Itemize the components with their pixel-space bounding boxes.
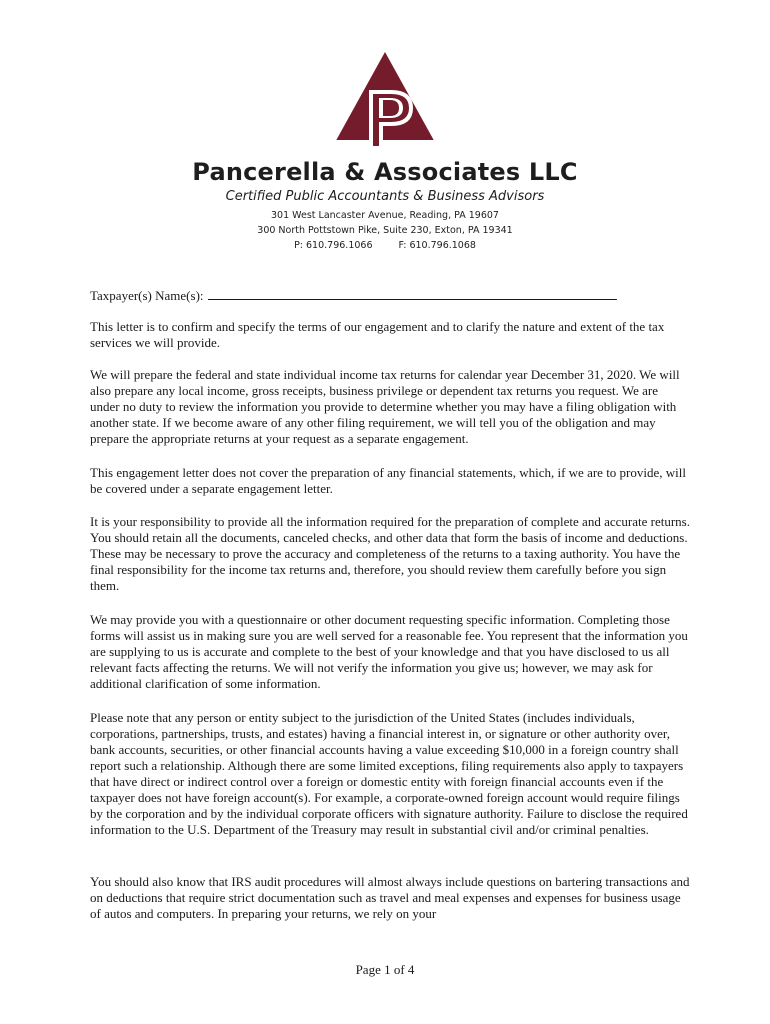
firm-name: Pancerella & Associates LLC [192, 158, 578, 186]
paragraph-returns-prepared: We will prepare the federal and state individual income tax returns for calendar year December 31, 2020. We will also prepare any local income, gross receipts, business privilege or dependent tax returns you request. We are under no duty to review the information you provide to determine whether you may have a filing obligation with another state. If we become aware of any other filing requirement, we will tell you of the obligation and may prepare the appropriate returns at your request as a separate engagement. [90, 367, 680, 446]
fax-number: F: 610.796.1068 [398, 240, 476, 251]
address-line-2: 300 North Pottstown Pike, Suite 230, Exton, PA 19341 [257, 225, 513, 236]
taxpayer-label: Taxpayer(s) Name(s): [90, 288, 204, 303]
paragraph-engagement-intro: This letter is to confirm and specify the terms of our engagement and to clarify the nature and extent of the tax services we will provide. [90, 319, 665, 350]
phone-number: P: 610.796.1066 [294, 240, 373, 251]
paragraph-financial-statements: This engagement letter does not cover the preparation of any financial statements, which, if we are to provide, will be covered under a separate engagement letter. [90, 465, 686, 496]
paragraph-irs-audit: You should also know that IRS audit procedures will almost always include questions on bartering transactions and on deductions that require strict documentation such as travel and meal expenses and expenses for business usage of autos and computers. In preparing your returns, we rely on your [90, 874, 690, 921]
firm-tagline: Certified Public Accountants & Business Advisors [225, 189, 545, 204]
triangle-p-logo-icon [333, 50, 437, 158]
address-line-1: 301 West Lancaster Avenue, Reading, PA 19607 [271, 210, 499, 221]
paragraph-questionnaire: We may provide you with a questionnaire or other document requesting specific information. Completing those forms will assist us in making sure you are well served for a reasonable fee. You represent that the information you are supplying to us is accurate and complete to the best of your knowledge and that you have disclosed to us all relevant facts affecting the returns. We will not verify the information you give us; however, we may ask for additional clarification of some information. [90, 612, 688, 691]
paragraph-client-responsibility: It is your responsibility to provide all the information required for the preparation of complete and accurate returns. You should retain all the documents, canceled checks, and other data that form the basis of income and deductions. These may be necessary to prove the accuracy and completeness of the returns to a taxing authority. You have the final responsibility for the income tax returns and, therefore, you should review them carefully before you sign them. [90, 514, 690, 593]
paragraph-foreign-accounts: Please note that any person or entity subject to the jurisdiction of the United States (includes individuals, corporations, partnerships, trusts, and estates) having a financial interest in, or signature or other authority over, bank accounts, securities, or other financial accounts having a value exceeding $10,000 in a foreign country shall report such a relationship. Although there are some limited exceptions, filing requirements also apply to taxpayers that have direct or indirect control over a foreign or domestic entity with foreign financial accounts even if the taxpayer does not have foreign account(s). For example, a corporate-owned foreign account would require filings by the corporation and by the individual corporate officers with signature authority. Failure to disclose the required information to the U.S. Department of the Treasury may result in substantial civil and/or criminal penalties. [90, 710, 688, 837]
taxpayer-name-field [90, 287, 690, 304]
contact-numbers [0, 240, 770, 251]
taxpayer-name-blank [208, 287, 617, 300]
page-number: Page 1 of 4 [355, 962, 415, 977]
